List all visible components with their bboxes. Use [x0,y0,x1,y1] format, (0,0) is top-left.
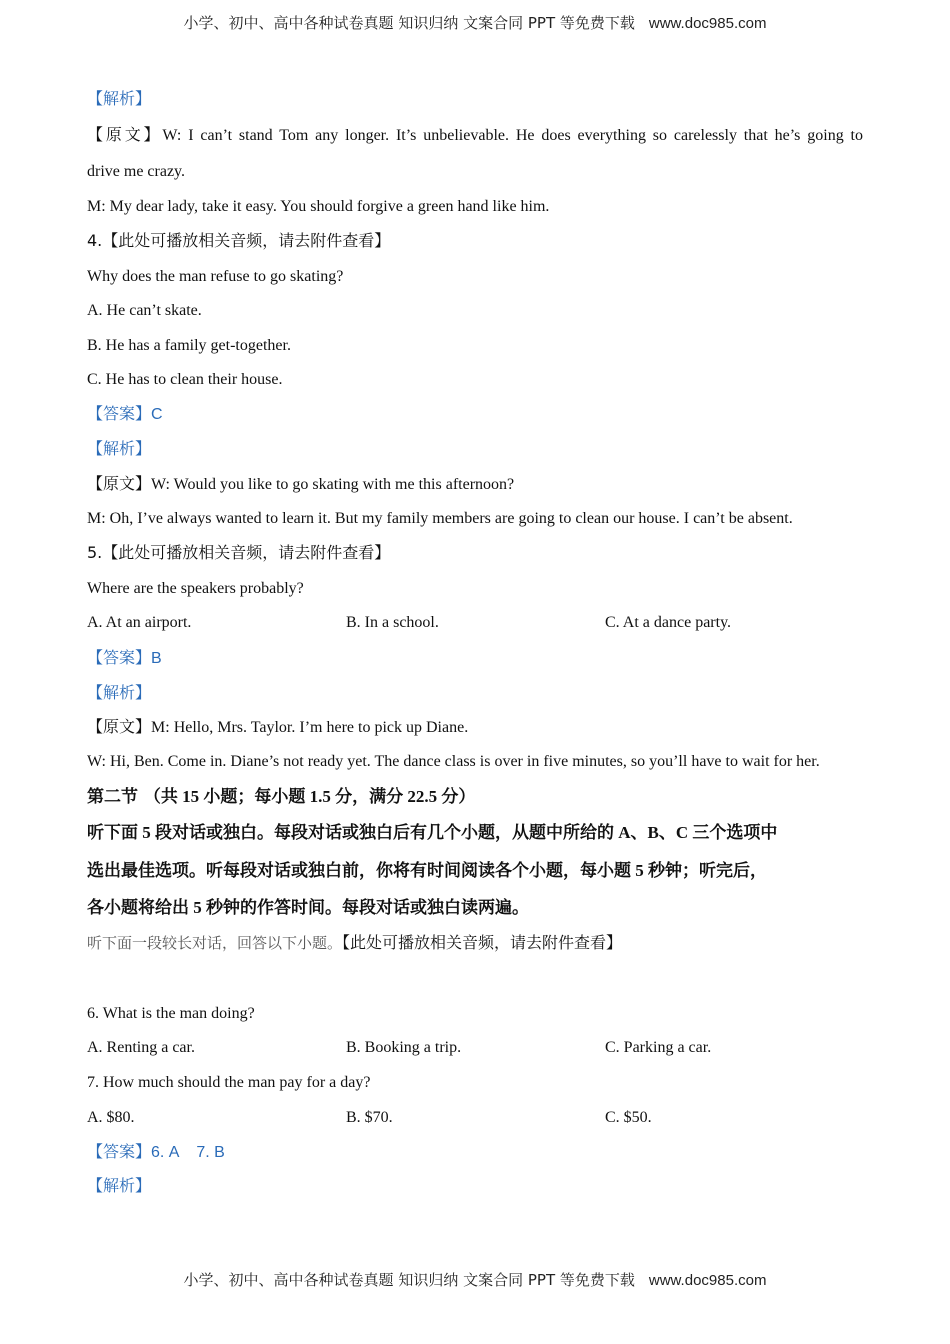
q4-option-a: A. He can’t skate. [87,302,202,319]
q6-option-b: B. Booking a trip. [346,1039,462,1056]
q4-answer: 【答案】C [87,404,163,423]
q6-question: 6. What is the man doing? [87,1005,255,1022]
footer-url[interactable]: www.doc985.com [648,1272,767,1289]
q3-analysis-label: 【解析】 [87,89,152,108]
q5-analysis-label: 【解析】 [87,683,152,702]
header-url[interactable]: www.doc985.com [648,15,767,32]
q7-option-a: A. $80. [87,1109,135,1126]
q3-original-line1: 【原文】W: I can’t stand Tom any longer. It’s unbelievable. He does everything so carelessly that he’s going to [87,125,863,144]
q6-option-c: C. Parking a car. [605,1039,712,1056]
q4-header: 4.【此处可播放相关音频，请去附件查看】 [87,231,391,250]
q5-option-b: B. In a school. [346,614,439,631]
q3-original-line3: M: My dear lady, take it easy. You should forgive a green hand like him. [87,198,550,215]
q3-original-line2: drive me crazy. [87,163,186,180]
q7-option-b: B. $70. [346,1109,393,1126]
q5-answer: 【答案】B [87,648,162,667]
q5-option-c: C. At a dance party. [605,614,732,631]
q7-question: 7. How much should the man pay for a day? [87,1074,371,1091]
q5-header: 5.【此处可播放相关音频，请去附件查看】 [87,543,391,562]
section2-instructions-line2: 选出最佳选项。听每段对话或独白前，你将有时间阅读各个小题，每小题 5 秒钟；听完后， [87,861,767,881]
q4-analysis-label: 【解析】 [87,439,152,458]
header-text: 小学、初中、高中各种试卷真题 知识归纳 文案合同 PPT 等免费下载 [183,14,635,32]
q4-option-b: B. He has a family get-together. [87,337,291,354]
page-footer [0,1269,950,1290]
q5-option-a: A. At an airport. [87,614,192,631]
q67-analysis-label: 【解析】 [87,1176,152,1195]
q7-option-c: C. $50. [605,1109,652,1126]
q4-question: Why does the man refuse to go skating? [87,268,344,285]
section2-title: 第二节 （共 15 小题；每小题 1.5 分，满分 22.5 分） [87,787,476,807]
section2-instructions-line3: 各小题将给出 5 秒钟的作答时间。每段对话或独白读两遍。 [87,898,529,918]
section2-instructions-line1: 听下面 5 段对话或独白。每段对话或独白后有几个小题，从题中所给的 A、B、C 三个选项中 [87,823,778,843]
q6-option-a: A. Renting a car. [87,1039,195,1056]
footer-text: 小学、初中、高中各种试卷真题 知识归纳 文案合同 PPT 等免费下载 [183,1271,635,1289]
q4-option-c: C. He has to clean their house. [87,371,283,388]
audio-link[interactable]: 【此处可播放相关音频，请去附件查看】 [102,543,391,562]
q67-answer: 【答案】6. A 7. B [87,1142,225,1161]
audio-link[interactable]: 【此处可播放相关音频，请去附件查看】 [102,231,391,250]
q5-original-line2: W: Hi, Ben. Come in. Diane’s not ready yet. The dance class is over in five minutes, so you’ll have to wait for her. [87,753,820,770]
q5-original-line1: 【原文】M: Hello, Mrs. Taylor. I’m here to pick up Diane. [87,717,469,736]
q4-original-line1: 【原文】W: Would you like to go skating with me this afternoon? [87,474,515,493]
page-header [0,12,950,33]
audio-link[interactable]: 【此处可播放相关音频，请去附件查看】 [342,933,623,952]
q5-question: Where are the speakers probably? [87,580,304,597]
section2-prompt: 听下面一段较长对话，回答以下小题。【此处可播放相关音频，请去附件查看】 [87,933,623,952]
q4-original-line2: M: Oh, I’ve always wanted to learn it. But my family members are going to clean our house. I can’t be absent. [87,510,793,527]
